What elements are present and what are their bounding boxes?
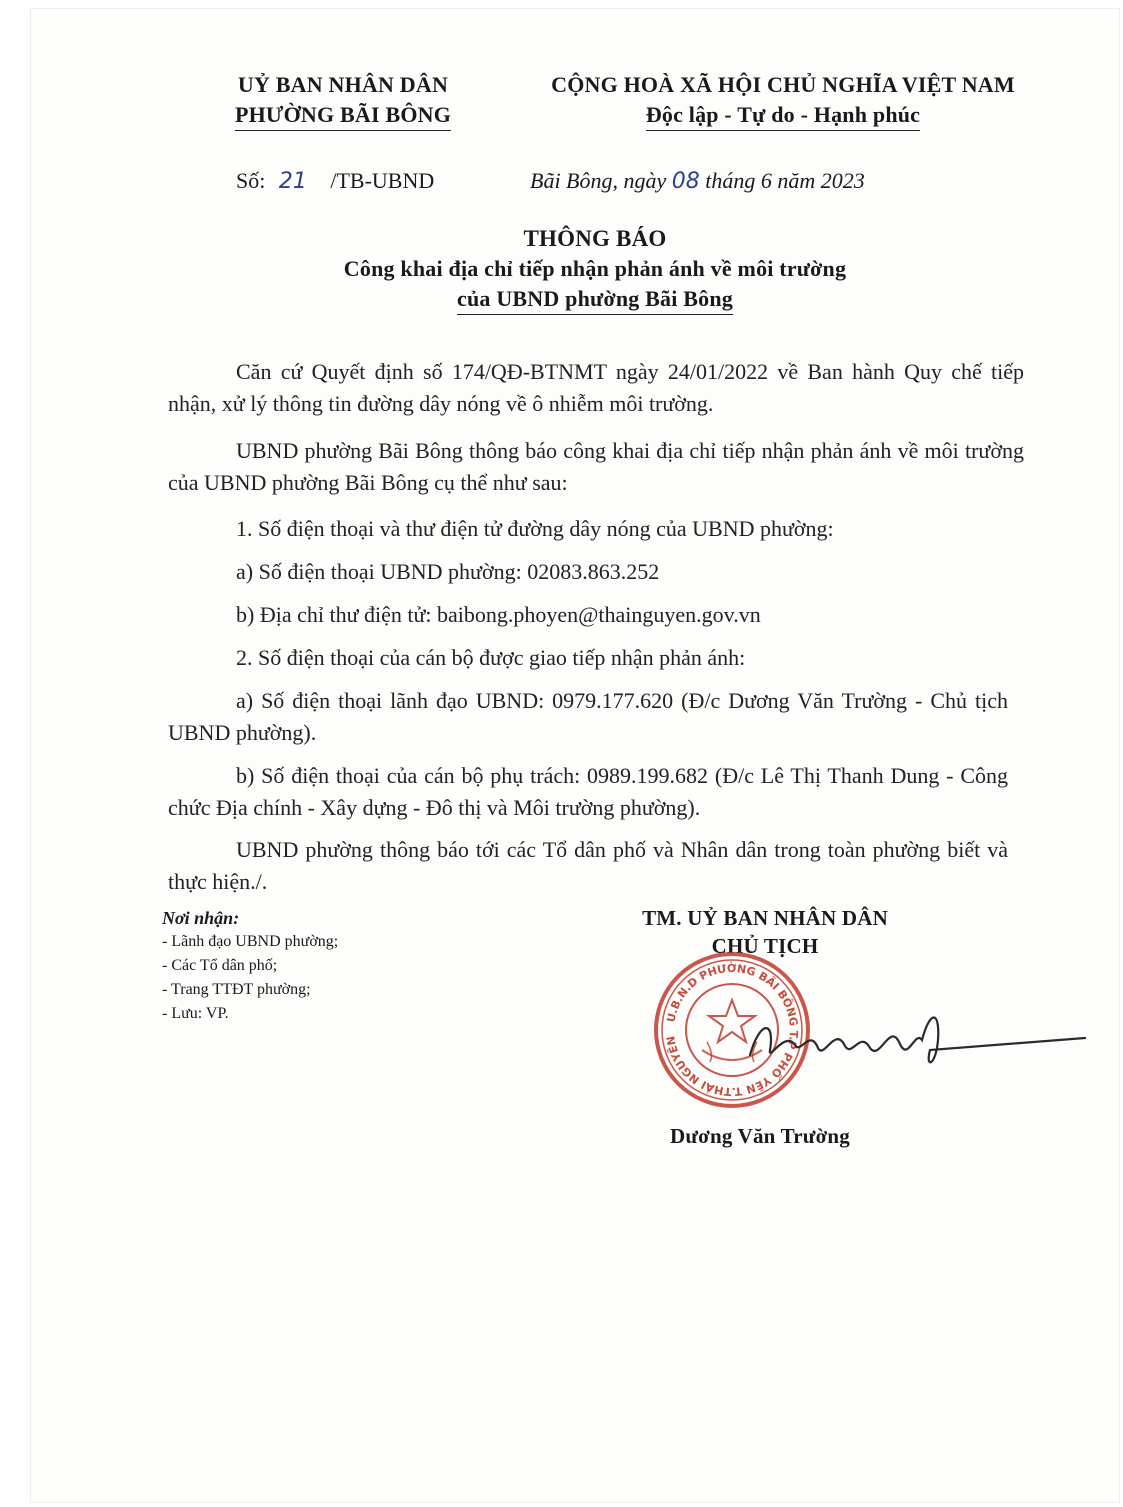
nation-name: CỘNG HOÀ XÃ HỘI CHỦ NGHĨA VIỆT NAM <box>551 72 1015 97</box>
signer-name: Dương Văn Trường <box>669 1124 851 1148</box>
item-officer-heading: 2. Số điện thoại của cán bộ được giao tiếp nhận phản ánh: <box>236 645 746 670</box>
recipient-item: - Lãnh đạo UBND phường; <box>162 933 339 950</box>
item-officer-phone: b) Số điện thoại của cán bộ phụ trách: 0989.199.682 (Đ/c Lê Thị Thanh Dung - Công chức Địa chính - Xây dựng - Đô thị và Môi trường phường). <box>168 763 1008 820</box>
doc-title: THÔNG BÁO <box>523 226 667 251</box>
doc-number-handwritten: 21 <box>278 169 307 194</box>
nation-motto <box>548 102 1018 131</box>
recipient-item: - Lưu: VP. <box>162 1005 229 1022</box>
place-date-day: 08 <box>671 169 700 194</box>
handwritten-signature <box>740 1000 1100 1080</box>
doc-number-suffix: /TB-UBND <box>330 168 435 193</box>
doc-subtitle-line2-text: của UBND phường Bãi Bông <box>457 286 733 315</box>
svg-text:U.B.N.D PHƯỜNG BÃI BÔNG T.P PH: U.B.N.D PHƯỜNG BÃI BÔNG T.P PHỔ YÊN T.THÁI NGUYÊN <box>664 961 801 1099</box>
paragraph-announcement: UBND phường Bãi Bông thông báo công khai địa chỉ tiếp nhận phản ánh về môi trường của UBND phường Bãi Bông cụ thể như sau: <box>168 438 1024 495</box>
paragraph-closing: UBND phường thông báo tới các Tổ dân phố và Nhân dân trong toàn phường biết và thực hiện./. <box>168 837 1008 894</box>
place-date <box>530 168 865 194</box>
recipient-item: - Trang TTĐT phường; <box>162 981 311 998</box>
recipients-block <box>162 906 462 1026</box>
signature-role: CHỦ TỊCH <box>711 934 819 958</box>
org-name-line1: UỶ BAN NHÂN DÂN <box>237 72 449 97</box>
paragraph-legal-basis: Căn cứ Quyết định số 174/QĐ-BTNMT ngày 24/01/2022 về Ban hành Quy chế tiếp nhận, xử lý thông tin đường dây nóng về ô nhiễm môi trường. <box>168 359 1024 416</box>
item-hotline-heading: 1. Số điện thoại và thư điện tử đường dây nóng của UBND phường: <box>236 516 834 541</box>
place-date-before: Bãi Bông, ngày <box>530 168 667 193</box>
doc-number <box>236 168 434 194</box>
item-office-email: b) Địa chỉ thư điện tử: baibong.phoyen@thainguyen.gov.vn <box>236 602 761 627</box>
org-name-line2 <box>228 102 458 131</box>
recipients-heading: Nơi nhận: <box>162 908 240 928</box>
org-name-line2-text: PHƯỜNG BÃI BÔNG <box>235 102 451 131</box>
signature-title: TM. UỶ BAN NHÂN DÂN <box>642 906 888 930</box>
recipient-item: - Các Tổ dân phố; <box>162 957 278 974</box>
item-office-phone: a) Số điện thoại UBND phường: 02083.863.252 <box>236 559 660 584</box>
doc-number-prefix: Số: <box>236 168 266 193</box>
item-leader-phone: a) Số điện thoại lãnh đạo UBND: 0979.177.620 (Đ/c Dương Văn Trường - Chủ tịch UBND phường). <box>168 688 1008 745</box>
place-date-after: tháng 6 năm 2023 <box>705 168 865 193</box>
nation-motto-text: Độc lập - Tự do - Hạnh phúc <box>646 102 920 131</box>
signature-stroke <box>740 1000 1100 1080</box>
doc-subtitle-line2 <box>200 286 990 315</box>
doc-subtitle-line1: Công khai địa chỉ tiếp nhận phản ánh về môi trường <box>343 256 847 281</box>
